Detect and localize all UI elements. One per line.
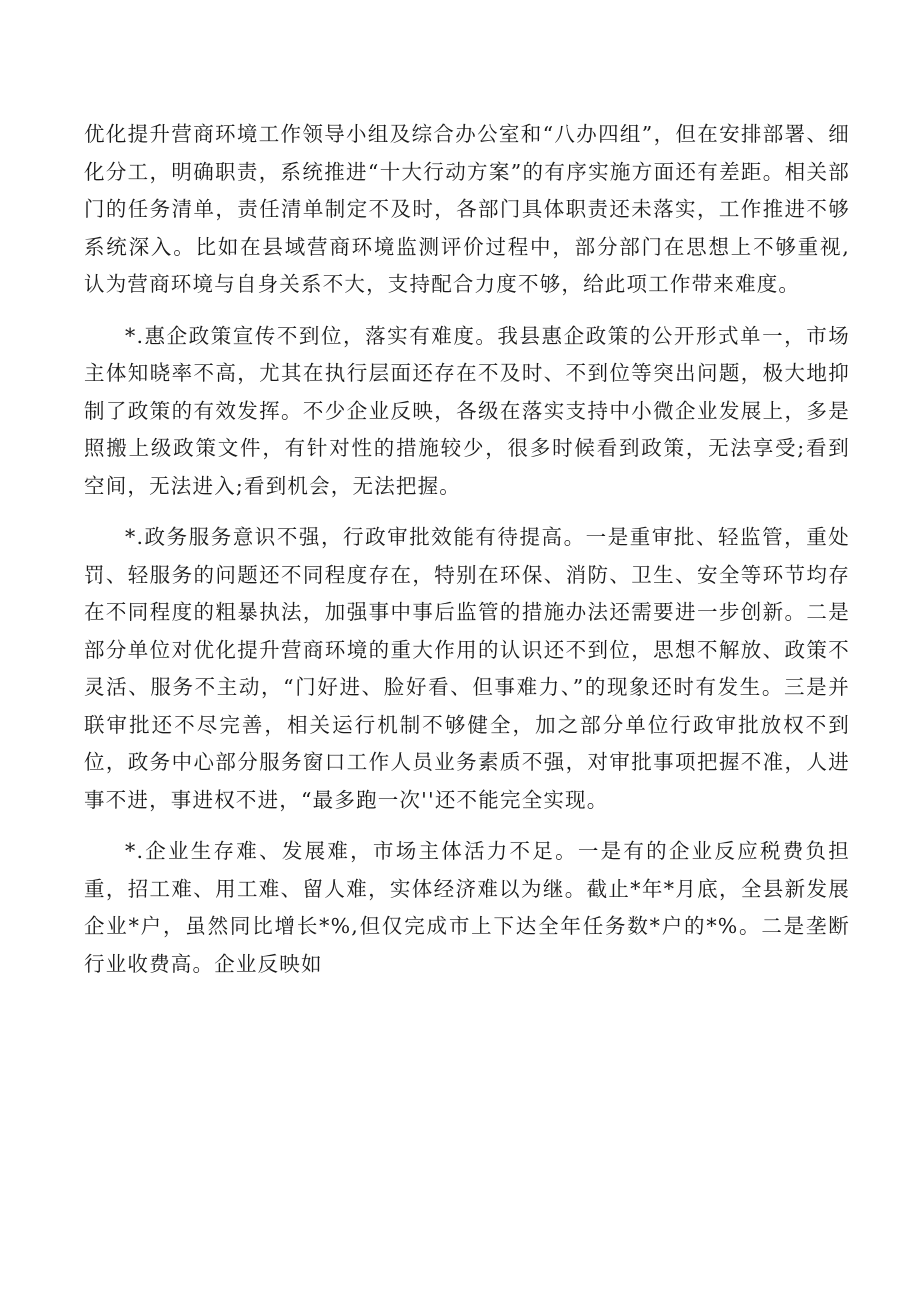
paragraph-3: *.政务服务意识不强，行政审批效能有待提高。一是重审批、轻监管，重处罚、轻服务的问题还不同程度存在，特别在环保、消防、卫生、安全等环节均存在不同程度的粗暴执法，加强事中事后监管的措施办法还需要进一步创新。二是部分单位对优化提升营商环境的重大作用的认识还不到位，思想不解放、政策不灵活、服务不主动，“门好进、脸好看、但事难力、”的现象还时有发生。三是并联审批还不尽完善，相关运行机制不够健全，加之部分单位行政审批放权不到位，政务中心部分服务窗口工作人员业务素质不强，对审批事项把握不准，人进事不进，事进权不进，“最多跑一次''还不能完全实现。 (84, 525, 850, 812)
paragraph-4: *.企业生存难、发展难，市场主体活力不足。一是有的企业反应税费负担重，招工难、用工难、留人难，实体经济难以为继。截止*年*月底，全县新发展企业*户，虽然同比增长*%,但仅完成市上下达全年任务数*户的*%。二是垄断行业收费高。企业反映如 (84, 839, 850, 976)
paragraph-1: 优化提升营商环境工作领导小组及综合办公室和“八办四组”，但在安排部署、细化分工，明确职责，系统推进“十大行动方案”的有序实施方面还有差距。相关部门的任务清单，责任清单制定不及时，各部门具体职责还未落实，工作推进不够系统深入。比如在县域营商环境监测评价过程中，部分部门在思想上不够重视,认为营商环境与自身关系不大，支持配合力度不够，给此项工作带来难度。 (84, 122, 850, 296)
paragraph-2: *.惠企政策宣传不到位，落实有难度。我县惠企政策的公开形式单一，市场主体知晓率不高，尤其在执行层面还存在不及时、不到位等突出问题，极大地抑制了政策的有效发挥。不少企业反映，各级在落实支持中小微企业发展上，多是照搬上级政策文件，有针对性的措施较少，很多时候看到政策，无法享受;看到空间，无法进入;看到机会，无法把握。 (84, 323, 850, 498)
